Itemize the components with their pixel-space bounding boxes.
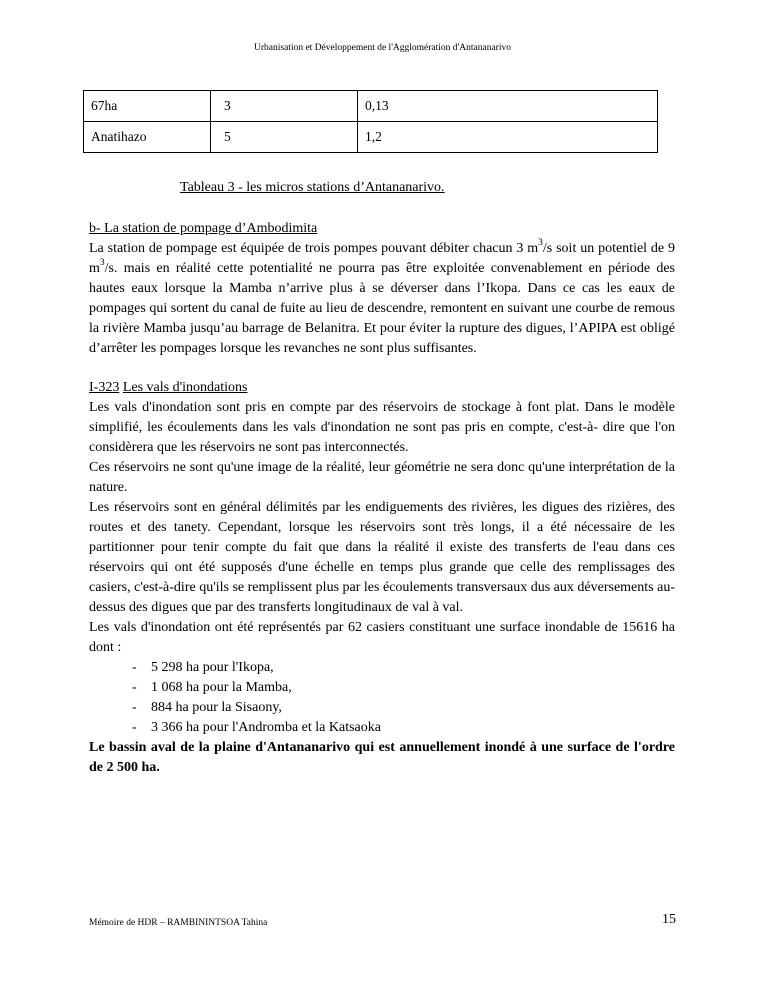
section-b-paragraph: La station de pompage est équipée de trois pompes pouvant débiter chacun 3 $m^3/s$ soit un potentiel de 9 $m^3/s$. mais en réalité cette potentialité ne pourra pas être exploitée convenablement en période des hautes eaux lorsque la Mamba n’arrive plus à se déverser dans l’Ikopa. Dans ce cas les eaux de pompages qui sortent du canal de fuite au lieu de descendre, remontent en suivant une courbe de remous la rivière Mamba jusqu’au barrage de Belanitra. Et pour éviter la rupture des digues, l’APIPA est obligé d’arrêter les pompages lorsque les revanches ne sont plus suffisantes. — [89, 238, 676, 356]
running-header: Urbanisation et Développement de l'Agglomération d'Antananarivo — [254, 43, 511, 53]
table-cell: Anatihazo — [84, 122, 211, 153]
list-item: - 1 068 ha pour la Mamba, — [132, 678, 675, 698]
section-b-title: b- La station de pompage d’Ambodimita — [89, 221, 318, 236]
section-i323-heading: I-323 Les vals d'inondations — [89, 380, 248, 395]
table-cell: 5 — [211, 122, 358, 153]
page-number: 15 — [662, 912, 676, 927]
micro-stations-table — [83, 90, 658, 153]
footer-author: Mémoire de HDR – RAMBININTSOA Tahina — [89, 918, 268, 928]
table-row — [84, 91, 658, 122]
table-cell: 1,2 — [358, 122, 658, 153]
table-cell: 0,13 — [358, 91, 658, 122]
surface-list — [89, 658, 675, 738]
paragraph: Les réservoirs sont en général délimités par les endiguements des rivières, les digues des rizières, des routes et des tanety. Cependant, lorsque les réservoirs sont très longs, il a été nécessaire de les partitionner pour tenir compte du fait que dans la réalité il existe des transferts de l'eau dans ces réservoirs qui ont été supposés d'une échelle en temps plus grande que celle des remplissages des casiers, c'est-à-dire qu'ils se remplissent plus par les écoulements transversaux dus aux déversements au-dessus des digues que par des transferts longitudinaux de val à val. — [89, 500, 675, 615]
body-text — [89, 219, 675, 778]
list-item: - 5 298 ha pour l'Ikopa, — [132, 658, 675, 678]
list-item: - 884 ha pour la Sisaony, — [132, 698, 675, 718]
table-cell: 67ha — [84, 91, 211, 122]
table-cell: 3 — [211, 91, 358, 122]
paragraph: Les vals d'inondation sont pris en compte par des réservoirs de stockage à font plat. Dans le modèle simplifié, les écoulements dans les vals d'inondation ne sont pas pris en compte, c'est-à- dire que l'on considèrera que les réservoirs ne sont pas interconnectés. — [89, 400, 675, 455]
conclusion: Le bassin aval de la plaine d'Antananarivo qui est annuellement inondé à une surface de l'ordre de 2 500 ha. — [89, 740, 675, 775]
table-row — [84, 122, 658, 153]
paragraph: Les vals d'inondation ont été représentés par 62 casiers constituant une surface inondable de 15616 ha dont : — [89, 620, 675, 655]
list-item: - 3 366 ha pour l'Andromba et la Katsaoka — [132, 718, 675, 738]
paragraph: Ces réservoirs ne sont qu'une image de la réalité, leur géométrie ne sera donc qu'une interprétation de la nature. — [89, 460, 675, 495]
table-caption: Tableau 3 - les micros stations d’Antananarivo. — [180, 180, 445, 195]
